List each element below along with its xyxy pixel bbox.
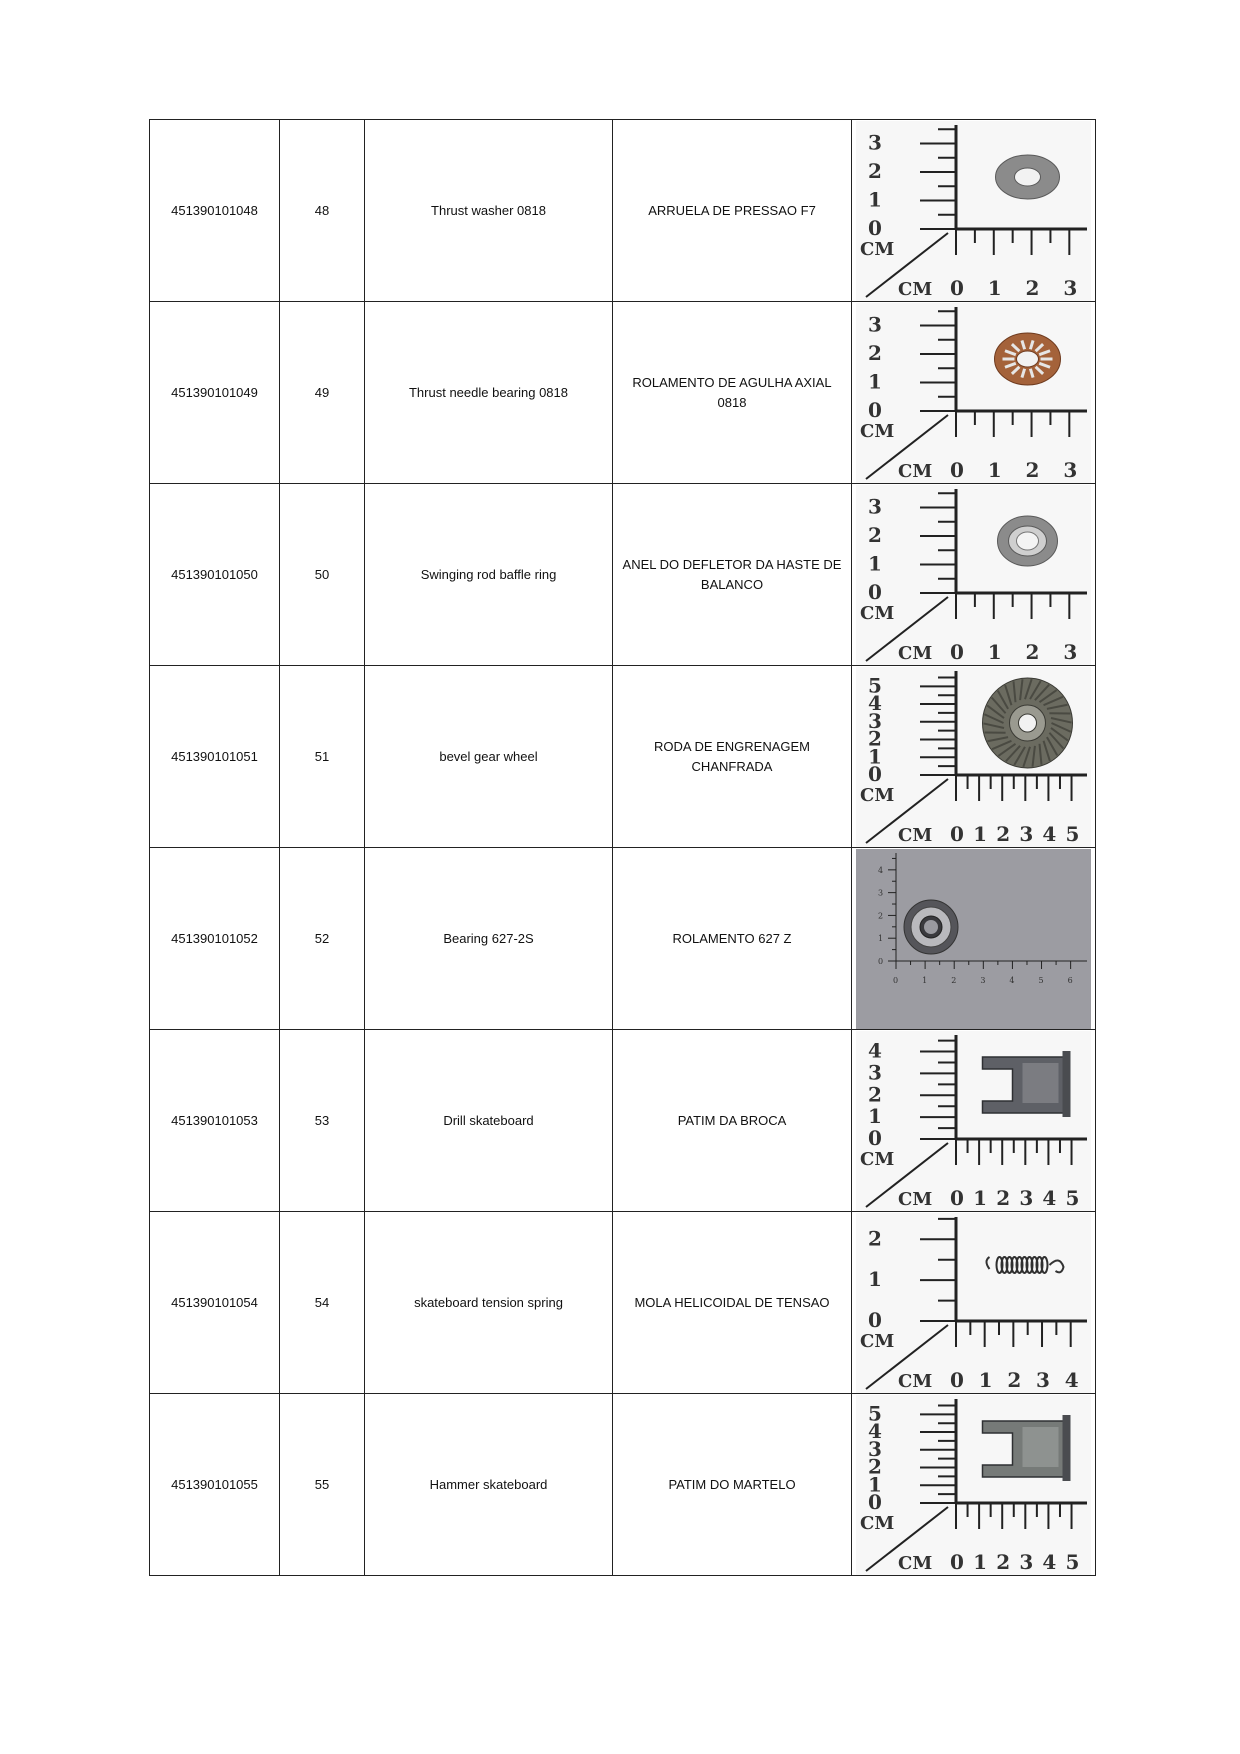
table-row: [150, 120, 1096, 302]
svg-text:4: 4: [878, 865, 884, 875]
svg-text:CM: CM: [860, 420, 895, 442]
svg-text:5: 5: [1065, 821, 1080, 846]
svg-text:CM: CM: [898, 278, 933, 300]
part-name-en: Hammer skateboard: [365, 1394, 613, 1576]
part-photo-cell: [852, 1212, 1096, 1394]
svg-text:CM: CM: [860, 602, 895, 624]
svg-text:2: 2: [868, 1454, 882, 1479]
part-name-pt: MOLA HELICOIDAL DE TENSAO: [613, 1212, 852, 1394]
svg-text:2: 2: [1025, 639, 1040, 664]
svg-text:3: 3: [1036, 1367, 1050, 1392]
part-code: 451390101055: [150, 1394, 280, 1576]
svg-text:3: 3: [980, 975, 986, 985]
svg-text:CM: CM: [898, 824, 933, 846]
svg-text:3: 3: [1019, 1549, 1034, 1574]
svg-text:3: 3: [868, 708, 882, 733]
svg-text:4: 4: [868, 1418, 882, 1443]
bevel-gear-icon: [856, 667, 1091, 847]
part-photo-cell: [852, 848, 1096, 1030]
svg-text:5: 5: [868, 1400, 882, 1425]
svg-text:5: 5: [868, 672, 882, 697]
svg-text:CM: CM: [860, 238, 895, 260]
part-name-en: Bearing 627-2S: [365, 848, 613, 1030]
part-name-en: Drill skateboard: [365, 1030, 613, 1212]
svg-text:3: 3: [1019, 821, 1034, 846]
svg-text:1: 1: [868, 187, 882, 212]
part-name-pt: PATIM DO MARTELO: [613, 1394, 852, 1576]
svg-text:3: 3: [1019, 1185, 1034, 1210]
part-name-pt: ROLAMENTO DE AGULHA AXIAL 0818: [613, 302, 852, 484]
svg-text:0: 0: [868, 761, 882, 786]
part-name-en: bevel gear wheel: [365, 666, 613, 848]
svg-text:3: 3: [868, 130, 882, 155]
table-row: [150, 302, 1096, 484]
svg-text:3: 3: [1063, 457, 1078, 482]
svg-text:4: 4: [868, 1038, 882, 1063]
part-photo-cell: [852, 1394, 1096, 1576]
svg-text:0: 0: [950, 275, 964, 300]
svg-text:CM: CM: [898, 460, 933, 482]
svg-text:0: 0: [878, 956, 884, 966]
svg-text:1: 1: [868, 369, 882, 394]
svg-text:2: 2: [1025, 457, 1040, 482]
needle-bearing-icon: [856, 303, 1091, 483]
part-code: 451390101051: [150, 666, 280, 848]
svg-text:0: 0: [950, 1185, 964, 1210]
svg-text:CM: CM: [860, 1330, 895, 1352]
table-row: [150, 666, 1096, 848]
svg-text:CM: CM: [860, 1148, 895, 1170]
svg-text:3: 3: [878, 888, 884, 898]
svg-text:4: 4: [1009, 975, 1015, 985]
part-name-pt: RODA DE ENGRENAGEM CHANFRADA: [613, 666, 852, 848]
parts-table: [149, 119, 1096, 1576]
svg-text:0: 0: [868, 397, 882, 422]
table-row: [150, 1394, 1096, 1576]
svg-text:3: 3: [868, 494, 882, 519]
svg-text:2: 2: [951, 975, 957, 985]
svg-text:0: 0: [950, 457, 964, 482]
svg-text:CM: CM: [898, 1188, 933, 1210]
svg-text:2: 2: [868, 726, 882, 751]
ball-bearing-icon: [856, 849, 1091, 1029]
svg-text:5: 5: [1065, 1549, 1080, 1574]
svg-text:3: 3: [1063, 275, 1078, 300]
part-code: 451390101054: [150, 1212, 280, 1394]
svg-text:0: 0: [868, 1307, 882, 1332]
svg-text:5: 5: [1065, 1185, 1080, 1210]
part-photo-cell: [852, 120, 1096, 302]
baffle-ring-icon: [856, 485, 1091, 665]
item-number: 55: [280, 1394, 365, 1576]
part-photo-cell: [852, 666, 1096, 848]
svg-text:4: 4: [1042, 821, 1057, 846]
part-name-pt: ARRUELA DE PRESSAO F7: [613, 120, 852, 302]
part-name-pt: PATIM DA BROCA: [613, 1030, 852, 1212]
item-number: 52: [280, 848, 365, 1030]
svg-text:0: 0: [893, 975, 899, 985]
table-row: [150, 1212, 1096, 1394]
svg-text:3: 3: [1063, 639, 1078, 664]
svg-text:1: 1: [878, 933, 884, 943]
svg-text:1: 1: [973, 821, 988, 846]
part-photo-cell: [852, 1030, 1096, 1212]
washer-icon: [856, 121, 1091, 301]
item-number: 50: [280, 484, 365, 666]
svg-text:1: 1: [987, 275, 1002, 300]
tension-spring-icon: [856, 1213, 1091, 1393]
item-number: 51: [280, 666, 365, 848]
item-number: 53: [280, 1030, 365, 1212]
part-code: 451390101052: [150, 848, 280, 1030]
part-code: 451390101048: [150, 120, 280, 302]
svg-text:CM: CM: [898, 1552, 933, 1574]
part-name-en: Thrust needle bearing 0818: [365, 302, 613, 484]
svg-text:1: 1: [978, 1367, 993, 1392]
svg-text:0: 0: [868, 215, 882, 240]
svg-text:0: 0: [950, 639, 964, 664]
table-row: [150, 484, 1096, 666]
table-row: [150, 1030, 1096, 1212]
svg-text:2: 2: [868, 522, 882, 547]
part-name-en: Swinging rod baffle ring: [365, 484, 613, 666]
svg-text:1: 1: [987, 457, 1002, 482]
item-number: 48: [280, 120, 365, 302]
part-code: 451390101053: [150, 1030, 280, 1212]
svg-text:1: 1: [868, 1471, 882, 1496]
svg-text:2: 2: [1007, 1367, 1022, 1392]
svg-text:3: 3: [868, 312, 882, 337]
svg-text:3: 3: [868, 1436, 882, 1461]
svg-text:2: 2: [1025, 275, 1040, 300]
table-row: [150, 848, 1096, 1030]
svg-text:CM: CM: [898, 642, 933, 664]
svg-text:0: 0: [950, 1549, 964, 1574]
item-number: 54: [280, 1212, 365, 1394]
part-name-pt: ROLAMENTO 627 Z: [613, 848, 852, 1030]
svg-text:2: 2: [868, 340, 882, 365]
svg-text:4: 4: [1064, 1367, 1079, 1392]
svg-text:0: 0: [950, 1367, 964, 1392]
svg-text:2: 2: [996, 1185, 1011, 1210]
svg-text:3: 3: [868, 1059, 882, 1084]
svg-text:1: 1: [868, 1266, 882, 1291]
hammer-skateboard-icon: [856, 1395, 1091, 1575]
svg-text:1: 1: [868, 1103, 882, 1128]
svg-text:2: 2: [996, 821, 1011, 846]
part-code: 451390101049: [150, 302, 280, 484]
svg-text:1: 1: [868, 743, 882, 768]
drill-skateboard-icon: [856, 1031, 1091, 1211]
part-name-en: skateboard tension spring: [365, 1212, 613, 1394]
svg-text:0: 0: [868, 1489, 882, 1514]
svg-text:2: 2: [868, 1225, 882, 1250]
part-code: 451390101050: [150, 484, 280, 666]
svg-text:1: 1: [973, 1549, 988, 1574]
svg-text:4: 4: [868, 690, 882, 715]
svg-text:4: 4: [1042, 1549, 1057, 1574]
svg-text:1: 1: [987, 639, 1002, 664]
svg-text:0: 0: [868, 1125, 882, 1150]
part-name-pt: ANEL DO DEFLETOR DA HASTE DE BALANCO: [613, 484, 852, 666]
svg-text:2: 2: [868, 158, 882, 183]
svg-text:1: 1: [868, 551, 882, 576]
svg-text:CM: CM: [860, 784, 895, 806]
part-photo-cell: [852, 484, 1096, 666]
item-number: 49: [280, 302, 365, 484]
svg-text:2: 2: [868, 1081, 882, 1106]
part-name-en: Thrust washer 0818: [365, 120, 613, 302]
svg-text:0: 0: [868, 579, 882, 604]
svg-text:4: 4: [1042, 1185, 1057, 1210]
svg-text:CM: CM: [860, 1512, 895, 1534]
svg-text:5: 5: [1038, 975, 1044, 985]
svg-text:0: 0: [950, 821, 964, 846]
svg-text:2: 2: [996, 1549, 1011, 1574]
svg-text:CM: CM: [898, 1370, 933, 1392]
part-photo-cell: [852, 302, 1096, 484]
svg-text:1: 1: [922, 975, 928, 985]
svg-text:6: 6: [1067, 975, 1073, 985]
svg-text:1: 1: [973, 1185, 988, 1210]
svg-text:2: 2: [878, 910, 884, 920]
